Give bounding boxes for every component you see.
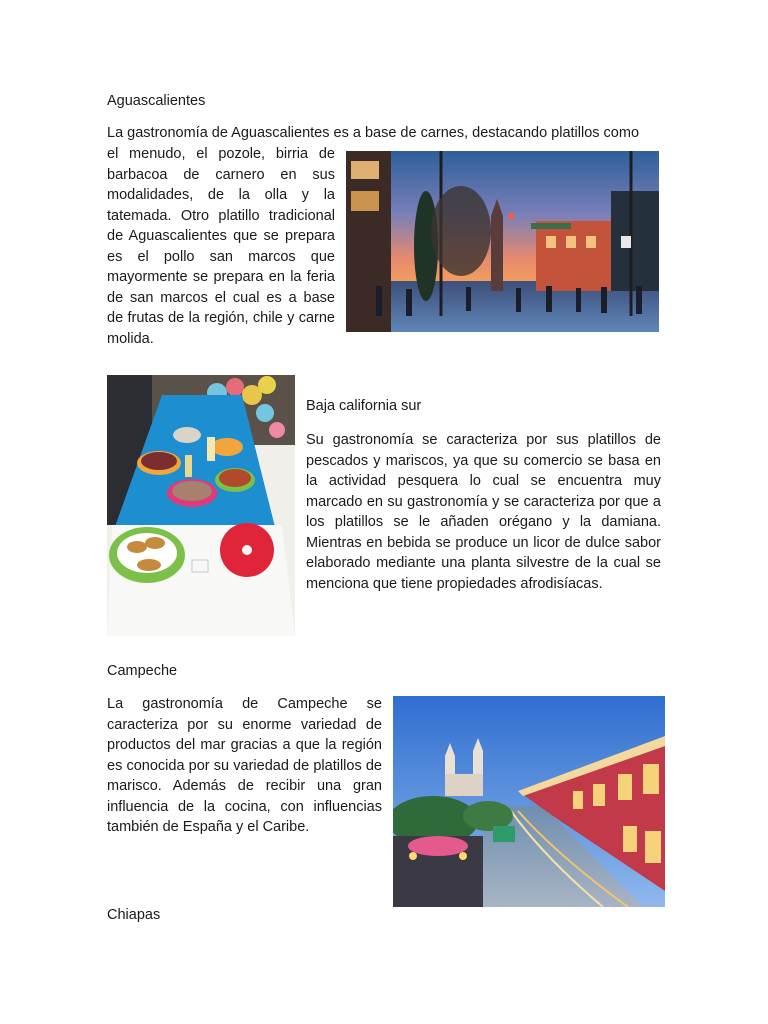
aguascalientes-street-photo — [346, 151, 659, 332]
campeche-paragraph: La gastronomía de Campeche se caracteriza por su enorme variedad de productos del mar gracias a que la región es conocida por su variedad de platillos de marisco. Además de recibir una gran influencia de la cocina, con influencias también de España y el Caribe. — [107, 696, 382, 835]
baja-california-sur-paragraph: Su gastronomía se caracteriza por sus platillos de pescados y mariscos, ya que su comercio se basa en la actividad pesquera lo cual se encuentra muy marcado en su gastronomía y se caracteriza por que a los platillos se le añaden orégano y la damiana. Mientras en bebida se produce un licor de dulce sabor elaborado mediante una planta silvestre de la cual se menciona que tiene propiedades afrodisíacas. — [306, 432, 661, 592]
section-heading-baja-california-sur: Baja california sur — [306, 398, 422, 414]
aguascalientes-intro-line: La gastronomía de Aguascalientes es a base de carnes, destacando platillos como — [107, 125, 640, 141]
section-heading-campeche: Campeche — [107, 663, 178, 679]
campeche-colonial-street-photo — [393, 696, 665, 907]
baja-california-food-table-photo — [107, 375, 295, 636]
section-heading-chiapas: Chiapas — [107, 907, 161, 923]
section-heading-aguascalientes: Aguascalientes — [107, 93, 206, 109]
aguascalientes-paragraph: el menudo, el pozole, birria de barbacoa de carnero en sus modalidades, de la olla y la tatemada. Otro platillo tradicional de Aguascalientes que se prepara es el pollo san marcos que mayormente se prepara en la feria de san marcos el cual es a base de frutas de la región, chile y carne molida. — [107, 146, 335, 347]
